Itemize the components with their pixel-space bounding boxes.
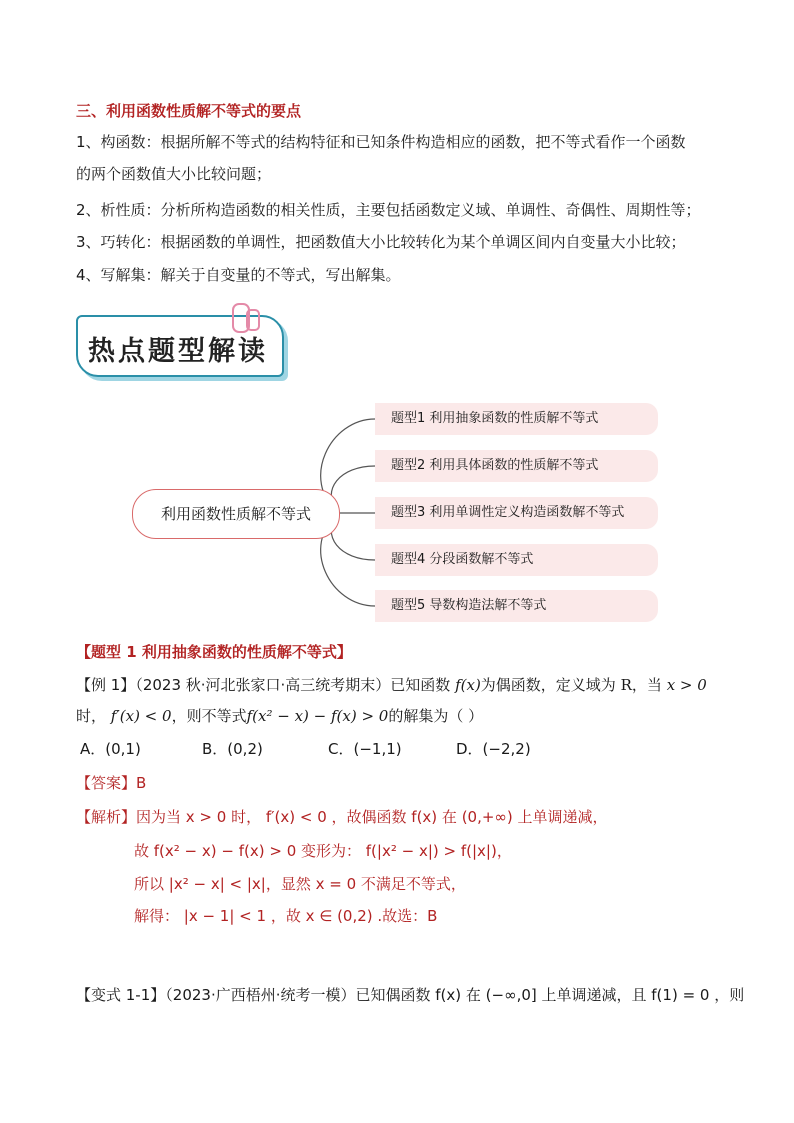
option-b: B．(0,2) [202,740,263,758]
example-mid1: 为偶函数，定义域为 [480,676,616,694]
analysis-label: 【解析】 [76,808,137,826]
variant-label: 【变式 1-1】 [76,986,166,1004]
point-4: 4、写解集：解关于自变量的不等式，写出解集。 [76,266,401,284]
mindmap-leaf-1: 题型1 利用抽象函数的性质解不等式 [375,403,658,435]
answer-line [76,773,146,793]
example-mid2: ，当 [631,676,662,694]
analysis-line4: 解得： |x − 1| < 1 ，故 x ∈ (0,2) .故选：B [134,907,438,925]
point-1-cont: 的两个函数值大小比较问题； [76,165,272,183]
answer-label: 【答案】 [76,774,137,792]
option-a: A．(0,1) [80,740,141,758]
point-1: 1、构函数：根据所解不等式的结构特征和已知条件构造相应的函数，把不等式看作一个函数 [76,133,686,151]
mindmap-leaf-2: 题型2 利用具体函数的性质解不等式 [375,450,658,482]
banner-title: 热点题型解读 [88,336,268,367]
example-line2-post: 的解集为（ ） [388,707,484,725]
example1-line1 [76,675,707,695]
variant-text: （2023·广西梧州·统考一模）已知偶函数 f(x) 在 (−∞,0] 上单调递减，且 f(1) = 0 ，则 [165,986,745,1004]
example1-line2 [76,706,483,726]
example-line2-mid: ，则不等式 [171,707,247,725]
example-source: （2023 秋·河北张家口·高三统考期末）已知函数 [135,676,451,694]
variant-line [76,985,744,1005]
analysis-line1 [76,806,608,827]
analysis-text-1: 因为当 x > 0 时， f′(x) < 0 ，故偶函数 f(x) 在 (0,+∞) 上单调递减， [136,808,608,826]
example-label: 【例 1】 [76,676,136,694]
option-d: D．(−2,2) [456,740,531,758]
type1-heading: 【题型 1 利用抽象函数的性质解不等式】 [76,643,352,661]
point-2: 2、析性质：分析所构造函数的相关性质，主要包括函数定义域、单调性、奇偶性、周期性等； [76,201,701,219]
mindmap-leaf-4: 题型4 分段函数解不等式 [375,544,658,576]
example-R: R [620,676,632,694]
section-title: 三、利用函数性质解不等式的要点 [76,102,302,120]
answer-value: B [136,774,147,792]
example-deriv: f′(x) < 0 [110,707,172,725]
mindmap-root: 利用函数性质解不等式 [132,489,340,539]
analysis-line3: 所以 |x² − x| < |x|，显然 x = 0 不满足不等式， [134,875,466,893]
example-fx: f(x) [455,676,481,694]
analysis-line2: 故 f(x² − x) − f(x) > 0 变形为： f(|x² − x|) > f(|x|)， [134,842,512,860]
example-cond: x > 0 [666,676,707,694]
example-line2-pre: 时， [76,707,107,725]
point-3: 3、巧转化：根据函数的单调性，把函数值大小比较转化为某个单调区间内自变量大小比较； [76,233,686,251]
option-c: C．(−1,1) [328,740,402,758]
mindmap-leaf-3: 题型3 利用单调性定义构造函数解不等式 [375,497,658,529]
mindmap-leaf-5: 题型5 导数构造法解不等式 [375,590,658,622]
example-ineq: f(x² − x) − f(x) > 0 [246,707,389,725]
